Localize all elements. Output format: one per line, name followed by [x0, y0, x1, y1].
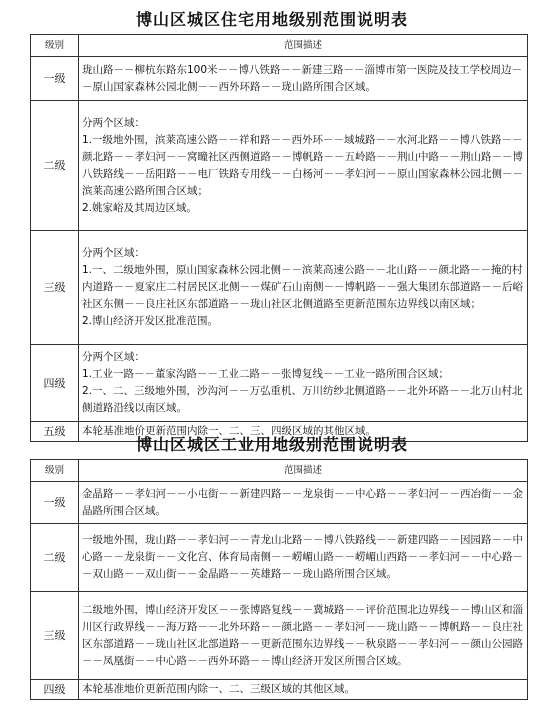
desc-column-header: 范围描述	[79, 460, 528, 482]
industrial-level-table	[30, 459, 528, 700]
desc-line: 分两个区域：	[82, 351, 145, 363]
residential-table-title: 博山区城区住宅用地级别范围说明表	[135, 10, 408, 29]
level-cell: 二级	[31, 101, 79, 231]
desc-column-header: 范围描述	[79, 35, 528, 57]
desc-cell	[79, 231, 528, 345]
desc-line: 珑山路－－柳杭东路东100米－－博八铁路－－新建三路－－淄博市第一医院及技工学校周边－－原山国家森林公园北侧－－西外环路－－珑山路所围合区域。	[82, 63, 523, 93]
industrial-table-title: 博山区城区工业用地级别范围说明表	[135, 435, 408, 454]
level-cell: 一级	[31, 482, 79, 524]
desc-line: 分两个区域：	[82, 116, 145, 129]
desc-line: 1.一级地外围，滨莱高速公路－－祥和路－－西外环－－域城路－－水河北路－－博八铁路－－颜北路－－孝妇河－－窝疃社区西侧道路－－博帆路－－五岭路－－荆山中路－－荆山路－－博八铁路线－－岳阳路－－电厂铁路专用线－－白杨河－－孝妇河－－原山国家森林公园北侧－－滨莱高速公路所围合区域；	[82, 133, 523, 197]
desc-line: 1.工业一路－－董家沟路－－工业二路－－张博复线－－工业一路所围合区域；	[82, 368, 450, 380]
level-column-header: 级别	[31, 460, 79, 482]
table-row	[31, 680, 528, 700]
desc-line: 一级地外围，珑山路－－孝妇河－－青龙山北路－－博八铁路线－－新建四路－－因园路－－中心路－－龙泉街－－文化宫、体育局南侧－－崂嵋山路－－崂嵋山西路－－孝妇河－－中心路－－双山路－－双山街－－金晶路－－英雄路－－珑山路所围合区域。	[82, 534, 523, 580]
table-header-row	[31, 35, 528, 57]
level-cell: 五级	[31, 422, 79, 442]
desc-cell	[79, 680, 528, 700]
level-cell: 二级	[31, 524, 79, 592]
residential-level-table	[30, 34, 528, 442]
desc-cell	[79, 482, 528, 524]
desc-line: 分两个区域：	[82, 247, 145, 259]
table-header-row	[31, 460, 528, 482]
table-row	[31, 345, 528, 422]
level-column-header: 级别	[31, 35, 79, 57]
level-cell: 四级	[31, 345, 79, 422]
desc-line: 2.博山经济开发区批准范围。	[82, 315, 219, 327]
desc-line: 2.一、二、三级地外围，沙沟河－－万弘重机、万川纺纱北侧道路－－北外环路－－北万山村北侧道路沿线以南区域。	[82, 385, 523, 414]
desc-cell	[79, 101, 528, 231]
level-cell: 三级	[31, 231, 79, 345]
table-row	[31, 231, 528, 345]
desc-line: 二级地外围，博山经济开发区－－张博路复线－－冀城路－－评价范围北边界线－－博山区和淄川区行政界线－－海万路－－北外环路－－颜北路－－孝妇河－－珑山路－－博帆路－－良庄社区东部道路－－珑山社区北部道路－－更新范围东边界线－－秋泉路－－孝妇河－－颜山公园路－－凤凰街－－中心路－－西外环路－－博山经济开发区所围合区域。	[82, 603, 523, 667]
table-row	[31, 57, 528, 101]
desc-line: 1.一、二级地外围，原山国家森林公园北侧－－滨莱高速公路－－北山路－－颜北路－－掩的村内道路－－夏家庄二村居民区北侧－－煤矿石山南侧－－博帆路－－强大集团东部道路－－后峪社区东侧－－良庄社区东部道路－－珑山社区北侧道路至更新范围东边界线以南区域；	[82, 264, 523, 310]
table-row	[31, 482, 528, 524]
table-row	[31, 101, 528, 231]
desc-line: 2.姚家峪及其周边区域。	[82, 201, 198, 214]
desc-line: 本轮基准地价更新范围内除一、二、三、四级区域的其他区域。	[82, 425, 376, 437]
desc-cell	[79, 524, 528, 592]
desc-cell	[79, 345, 528, 422]
table-row	[31, 524, 528, 592]
level-cell: 一级	[31, 57, 79, 101]
table-row	[31, 592, 528, 680]
desc-cell	[79, 592, 528, 680]
level-cell: 三级	[31, 592, 79, 680]
level-cell: 四级	[31, 680, 79, 700]
desc-cell	[79, 57, 528, 101]
desc-line: 本轮基准地价更新范围内除一、二、三级区域的其他区域。	[82, 683, 355, 695]
desc-line: 金晶路－－孝妇河－－小屯街－－新建四路－－龙泉街－－中心路－－孝妇河－－西冶街－－金晶路所围合区域。	[82, 487, 523, 517]
